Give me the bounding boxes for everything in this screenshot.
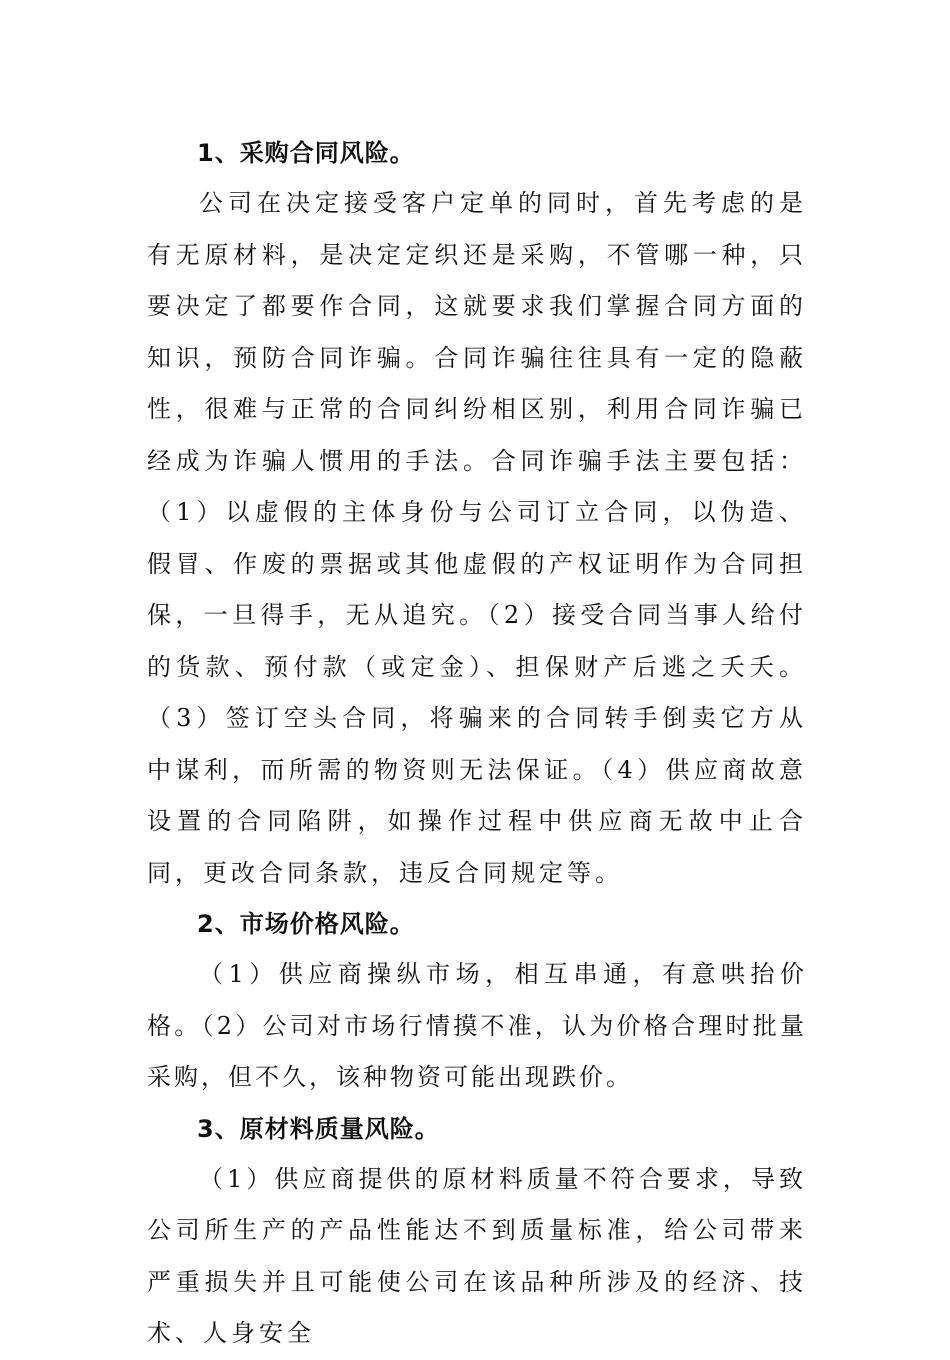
document-body [147,128,807,1360]
section-paragraph-quality-risk: （1）供应商提供的原材料质量不符合要求，导致公司所生产的产品性能达不到质量标准，给公司带来严重损失并且可能使公司在该品种所涉及的经济、技术、人身安全 [147,1164,807,1347]
section-heading-price-risk: 2、市场价格风险。 [197,910,415,938]
section-paragraph-contract-risk: 公司在决定接受客户定单的同时，首先考虑的是有无原材料，是决定定织还是采购，不管哪一种，只要决定了都要作合同，这就要求我们掌握合同方面的知识，预防合同诈骗。合同诈骗往往具有一定的隐蔽性，很难与正常的合同纠纷相区别，利用合同诈骗已经成为诈骗人惯用的手法。合同诈骗手法主要包括：（1）以虚假的主体身份与公司订立合同，以伪造、假冒、作废的票据或其他虚假的产权证明作为合同担保，一旦得手，无从追究。（2）接受合同当事人给付的货款、预付款（或定金）、担保财产后逃之夭夭。（3）签订空头合同，将骗来的合同转手倒卖它方从中谋利，而所需的物资则无法保证。（4）供应商故意设置的合同陷阱，如操作过程中供应商无故中止合同，更改合同条款，违反合同规定等。 [147,189,807,887]
section-heading-contract-risk: 1、采购合同风险。 [197,139,415,167]
section-paragraph-price-risk: （1）供应商操纵市场，相互串通，有意哄抬价格。（2）公司对市场行情摸不准，认为价格合理时批量采购，但不久，该种物资可能出现跌价。 [147,960,807,1091]
section-heading-quality-risk: 3、原材料质量风险。 [197,1114,440,1143]
